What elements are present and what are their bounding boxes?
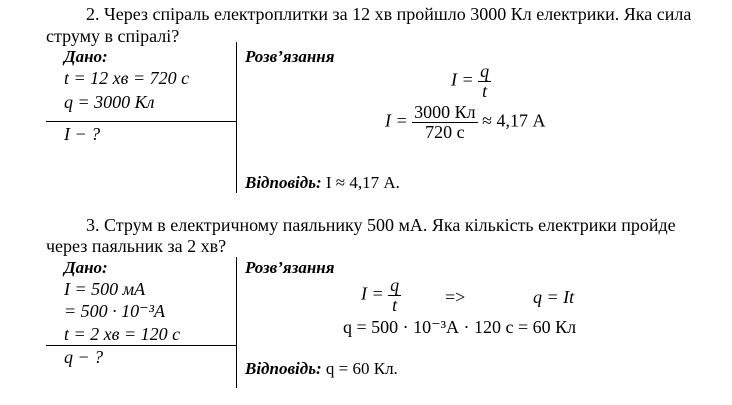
problem-2-given-separator <box>46 121 237 122</box>
problem-2-given-line-2: q = 3000 Кл <box>64 92 155 112</box>
problem-3-answer-label: Відповідь: <box>245 359 322 378</box>
problem-2-given-title: Дано: <box>64 47 108 66</box>
problem-2-solution-title: Розв’язання <box>245 47 335 66</box>
problem-3-statement-line1: 3. Струм в електричному паяльнику 500 мА. Яка кількість електрики пройде <box>86 215 676 235</box>
problem-3-given-separator <box>46 345 237 346</box>
problem-3-calculation: q = 500 · 10⁻³А · 120 с = 60 Кл <box>343 317 577 337</box>
problem-3-implies-arrow: => <box>445 287 466 307</box>
problem-3-formula-denominator: t <box>392 295 398 315</box>
problem-3-find: q − ? <box>64 347 104 367</box>
problem-2-calc-fraction <box>412 103 478 142</box>
problem-2-calc-numerator: 3000 Кл <box>414 102 476 122</box>
problem-2-given-line-1: t = 12 хв = 720 с <box>64 68 190 88</box>
problem-3-given-line-1: I = 500 мА <box>64 279 146 299</box>
problem-2-column-divider <box>236 42 237 193</box>
problem-2-find: I − ? <box>64 124 101 144</box>
problem-2-statement-line1: 2. Через спіраль електроплитки за 12 хв пройшло 3000 Кл електрики. Яка сила <box>86 4 692 24</box>
problem-3-statement-line2: через паяльник за 2 хв? <box>46 236 227 256</box>
problem-3-column-divider <box>236 257 237 388</box>
problem-2-answer-value: I ≈ 4,17 А. <box>321 173 400 192</box>
problem-3-formula-numerator: q <box>390 275 400 295</box>
problem-3-formula-fraction <box>388 276 401 315</box>
problem-3-answer <box>245 359 398 379</box>
problem-2-calc-denominator: 720 с <box>425 122 465 142</box>
problem-2-calculation <box>385 103 546 142</box>
problem-2-statement-line2: струму в спіралі? <box>46 26 180 46</box>
problem-2-formula-denominator: t <box>482 81 488 101</box>
problem-3-solution-title: Розв’язання <box>245 258 335 277</box>
problem-2-answer-label: Відповідь: <box>245 173 322 192</box>
problem-2-formula-fraction <box>478 62 491 101</box>
problem-3-given-line-3: t = 2 хв = 120 с <box>64 324 181 344</box>
problem-3-formula <box>361 276 401 315</box>
problem-3-formula-lhs: I = <box>361 283 384 304</box>
problem-3-given-title: Дано: <box>64 258 108 277</box>
problem-2-answer <box>245 173 400 193</box>
problem-2-calc-result: ≈ 4,17 А <box>482 110 546 131</box>
problem-3-answer-value: q = 60 Кл. <box>321 359 398 378</box>
problem-3-given-line-2: = 500 · 10⁻³А <box>64 301 166 321</box>
problem-2-formula <box>451 62 491 101</box>
problem-2-calc-lhs: I = <box>385 110 408 131</box>
problem-2-formula-lhs: I = <box>451 69 474 90</box>
problem-2-formula-numerator: q <box>480 61 490 81</box>
problem-3-formula-rhs: q = It <box>533 287 575 307</box>
